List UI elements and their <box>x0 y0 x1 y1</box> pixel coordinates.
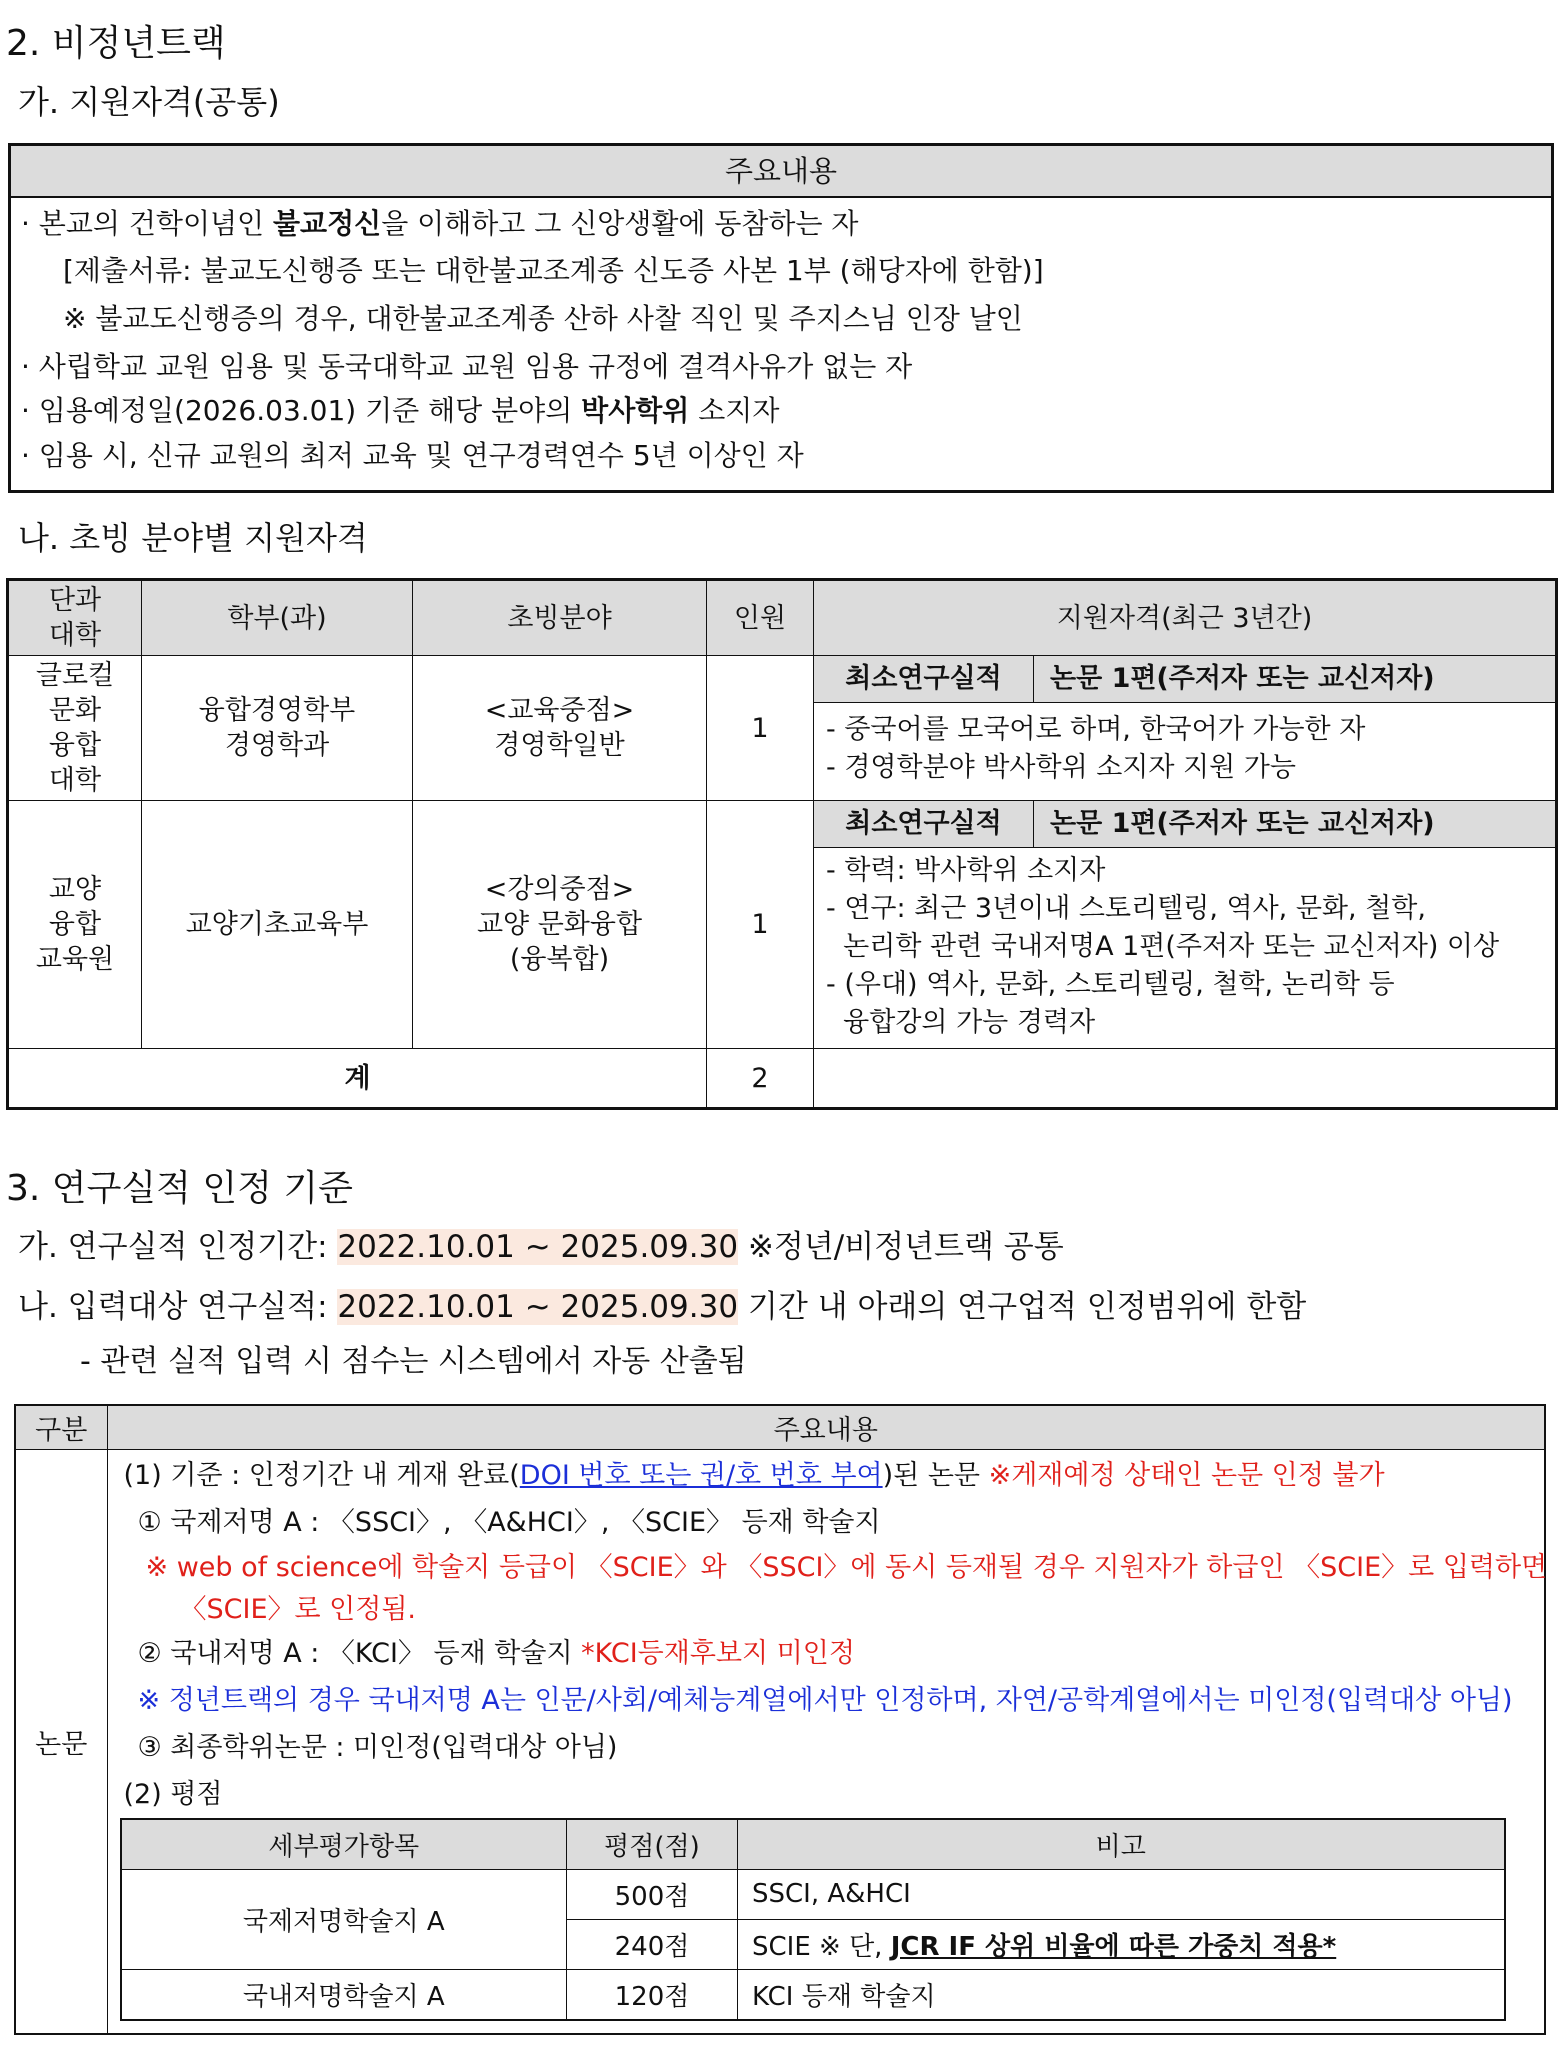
note-cell: KCI 등재 학술지 <box>738 1969 1505 2020</box>
min-research-value: 논문 1편(주저자 또는 교신저자) <box>1050 808 1435 840</box>
header-field: 초빙분야 <box>413 580 707 656</box>
qualification-degree: · 임용예정일(2026.03.01) 기준 해당 분야의 박사학위 소지자 <box>21 394 780 427</box>
qualification-note: ※ 불교도신행증의 경우, 대한불교조계종 산하 사찰 직인 및 주지스님 인장 날인 <box>63 302 1023 335</box>
field-cell: <교육중점> 경영학일반 <box>413 656 707 801</box>
header-qualifications: 지원자격(최근 3년간) <box>814 580 1557 656</box>
section-2b-title: 나. 초빙 분야별 지원자격 <box>18 519 368 557</box>
section-3b-subline: - 관련 실적 입력 시 점수는 시스템에서 자동 산출됨 <box>80 1344 747 1379</box>
common-qualifications-box <box>8 143 1554 493</box>
period-highlight: 2022.10.01 ~ 2025.09.30 <box>337 1289 739 1325</box>
header-college: 단과 대학 <box>8 580 142 656</box>
count-cell: 1 <box>707 801 814 1049</box>
min-research-value: 논문 1편(주저자 또는 교신저자) <box>1050 663 1435 695</box>
recruitment-fields-table <box>6 578 1558 1110</box>
header-count: 인원 <box>707 580 814 656</box>
total-label: 계 <box>8 1049 707 1109</box>
section-2-title: 2. 비정년트랙 <box>6 23 226 64</box>
research-criteria-table <box>14 1404 1546 2035</box>
college-cell: 글로컬 문화 융합 대학 <box>8 656 142 801</box>
qualification-cell <box>814 801 1557 1049</box>
header-item: 세부평가항목 <box>121 1819 567 1870</box>
score-cell: 500점 <box>567 1869 738 1919</box>
college-cell: 교양 융합 교육원 <box>8 801 142 1049</box>
header-dept: 학부(과) <box>142 580 413 656</box>
qualification-list: - 학력: 박사학위 소지자 - 연구: 최근 3년이내 스토리텔링, 역사, 문화, 철학, 논리학 관련 국내저명A 1편(주저자 또는 교신저자) 이상 - (우대) 역사, 문화, 스토리텔링, 철학, 논리학 등 융합강의 가능 경력자 <box>826 854 1500 1038</box>
dept-cell: 융합경영학부 경영학과 <box>142 656 413 801</box>
note-cell: SCIE ※ 단, JCR IF 상위 비율에 따른 가중치 적용* <box>738 1919 1505 1969</box>
dept-cell: 교양기초교육부 <box>142 801 413 1049</box>
field-cell: <강의중점> 교양 문화융합 (융복합) <box>413 801 707 1049</box>
header-content: 주요내용 <box>107 1405 1545 1449</box>
qualification-regulation: · 사립학교 교원 임용 및 동국대학교 교원 임용 규정에 결격사유가 없는 자 <box>21 350 913 383</box>
total-empty <box>814 1049 1557 1109</box>
table-row <box>8 656 1557 801</box>
section-3a-line: 가. 연구실적 인정기간: 2022.10.01 ~ 2025.09.30 ※정년/비정년트랙 공통 <box>18 1229 1064 1265</box>
domestic-journal-line: ② 국내저명 A : 〈KCI〉 등재 학술지 *KCI등재후보지 미인정 <box>137 1637 855 1669</box>
category-cell: 논문 <box>15 1449 107 2034</box>
qualification-buddhism: · 본교의 건학이념인 불교정신을 이해하고 그 신앙생활에 동참하는 자 <box>21 207 859 240</box>
score-cell: 120점 <box>567 1969 738 2020</box>
table-total-row <box>8 1049 1557 1109</box>
doi-link-text: DOI 번호 또는 권/호 번호 부여 <box>519 1459 883 1491</box>
min-research-label: 최소연구실적 <box>814 801 1034 847</box>
item-cell: 국내저명학술지 A <box>121 1969 567 2020</box>
count-cell: 1 <box>707 656 814 801</box>
table-row <box>121 1869 1505 1919</box>
wos-note-line: ※ web of science에 학술지 등급이 〈SCIE〉와 〈SSCI〉에 동시 등재될 경우 지원자가 하급인 〈SCIE〉로 입력하면 <box>145 1551 1548 1583</box>
header-score: 평점(점) <box>567 1819 738 1870</box>
header-category: 구분 <box>15 1405 107 1449</box>
score-cell: 240점 <box>567 1919 738 1969</box>
international-journal-line: ① 국제저명 A : 〈SSCI〉, 〈A&HCI〉, 〈SCIE〉 등재 학술지 <box>137 1506 881 1538</box>
item-cell: 국제저명학술지 A <box>121 1869 567 1969</box>
qualification-experience: · 임용 시, 신규 교원의 최저 교육 및 연구경력연수 5년 이상인 자 <box>21 439 804 472</box>
score-table <box>120 1818 1506 2021</box>
note-cell: SSCI, A&HCI <box>738 1869 1505 1919</box>
period-highlight: 2022.10.01 ~ 2025.09.30 <box>337 1229 739 1265</box>
table-row <box>8 801 1557 1049</box>
header-note: 비고 <box>738 1819 1505 1870</box>
scoring-heading: (2) 평점 <box>123 1778 223 1810</box>
total-count: 2 <box>707 1049 814 1109</box>
min-research-label: 최소연구실적 <box>814 656 1034 702</box>
wos-note-line-2: 〈SCIE〉로 인정됨. <box>179 1593 417 1625</box>
thesis-line: ③ 최종학위논문 : 미인정(입력대상 아님) <box>137 1731 618 1763</box>
qualification-list: - 중국어를 모국어로 하며, 한국어가 가능한 자 - 경영학분야 박사학위 소지자 지원 가능 <box>826 713 1366 783</box>
qualification-documents: [제출서류: 불교도신행증 또는 대한불교조계종 신도증 사본 1부 (해당자에 한함)] <box>63 254 1044 287</box>
box-header: 주요내용 <box>11 146 1551 198</box>
table-row <box>121 1969 1505 2020</box>
section-3-title: 3. 연구실적 인정 기준 <box>6 1168 353 1209</box>
section-2a-title: 가. 지원자격(공통) <box>18 83 280 121</box>
criteria-line: (1) 기준 : 인정기간 내 게재 완료(DOI 번호 또는 권/호 번호 부여)된 논문 ※게재예정 상태인 논문 인정 불가 <box>123 1459 1385 1491</box>
content-cell <box>107 1449 1548 2034</box>
qualification-cell <box>814 656 1557 801</box>
tenure-track-note: ※ 정년트랙의 경우 국내저명 A는 인문/사회/예체능계열에서만 인정하며, 자연/공학계열에서는 미인정(입력대상 아님) <box>137 1684 1513 1716</box>
table-header-row <box>8 580 1557 656</box>
section-3b-line: 나. 입력대상 연구실적: 2022.10.01 ~ 2025.09.30 기간 내 아래의 연구업적 인정범위에 한함 <box>18 1289 1307 1325</box>
